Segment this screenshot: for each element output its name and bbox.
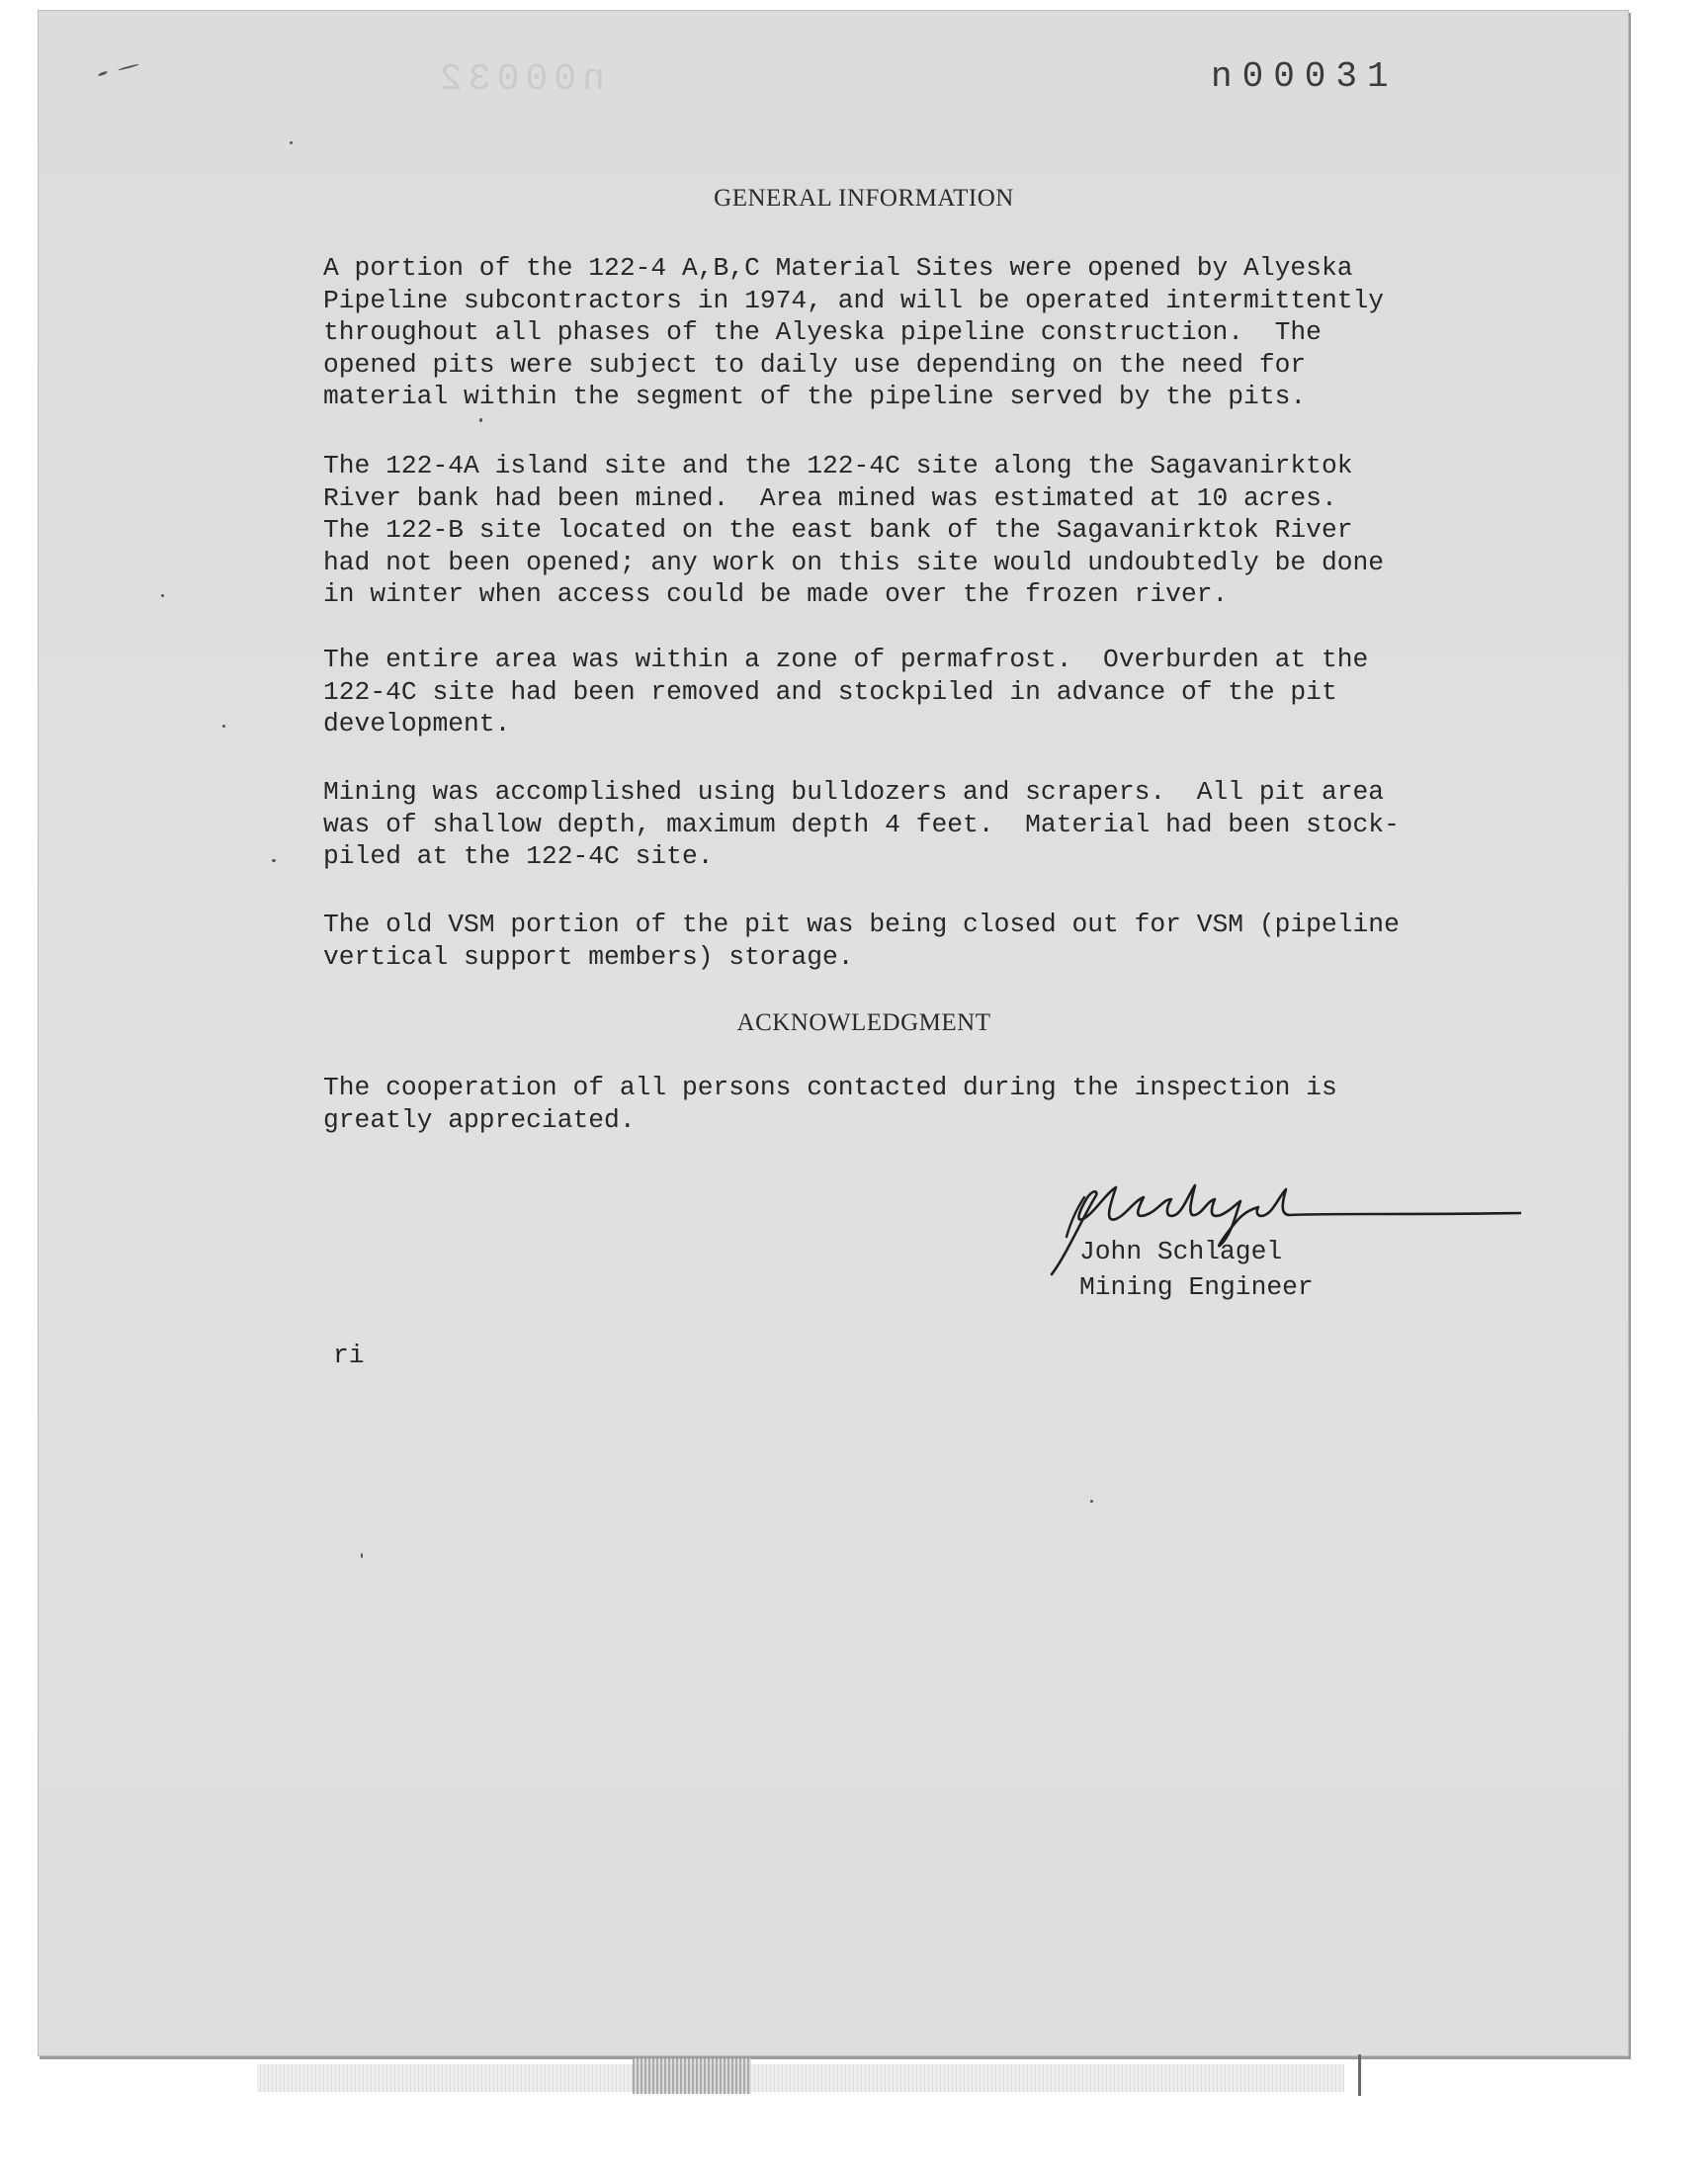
speck-mark bbox=[98, 70, 108, 76]
bleed-through-number: n00032 bbox=[434, 58, 605, 101]
signer-name: John Schlagel bbox=[1079, 1237, 1283, 1266]
document-page bbox=[38, 10, 1629, 2056]
heading-general-information: GENERAL INFORMATION bbox=[714, 185, 1014, 212]
scan-edge-bar bbox=[633, 2058, 751, 2094]
speck-mark bbox=[272, 859, 276, 862]
speck-mark bbox=[479, 418, 482, 422]
speck-mark bbox=[161, 594, 164, 597]
paragraph-3: The entire area was within a zone of permafrost. Overburden at the 122-4C site had been removed and stockpiled in advance of the pit development. bbox=[323, 645, 1369, 739]
paragraph-1: A portion of the 122-4 A,B,C Material Sites were opened by Alyeska Pipeline subcontractors in 1974, and will be operated intermittently throughout all phases of the Alyeska pipeline construction. The opened pits were subject to daily use depending on the need for material within the segment of the pipeline served by the pits. bbox=[323, 253, 1385, 411]
paragraph-5: The old VSM portion of the pit was being closed out for VSM (pipeline vertical support members) storage. bbox=[323, 910, 1400, 972]
scan-edge-strip bbox=[257, 2064, 1344, 2092]
paragraph-2: The 122-4A island site and the 122-4C site along the Sagavanirktok River bank had been mined. Area mined was estimated at 10 acres. The 122-B site located on the east bank of the Sagavanirktok River had not been opened; any work on this site would undoubtedly be done in winter when access could be made over the frozen river. bbox=[323, 451, 1385, 609]
speck-mark bbox=[1090, 1500, 1093, 1503]
signer-title: Mining Engineer bbox=[1079, 1272, 1314, 1302]
document-number: n00031 bbox=[1211, 56, 1399, 97]
typist-initials: ri bbox=[333, 1341, 365, 1370]
speck-mark bbox=[118, 63, 139, 71]
speck-mark bbox=[222, 725, 225, 728]
signature-block bbox=[1079, 1234, 1314, 1305]
speck-mark bbox=[361, 1553, 363, 1558]
speck-mark bbox=[290, 141, 293, 144]
paragraph-4: Mining was accomplished using bulldozers and scrapers. All pit area was of shallow depth, maximum depth 4 feet. Material had been stock- piled at the 122-4C site. bbox=[323, 777, 1400, 871]
scan-edge-line bbox=[1358, 2054, 1361, 2096]
acknowledgment-paragraph: The cooperation of all persons contacted during the inspection is greatly appreciated. bbox=[323, 1073, 1337, 1135]
heading-acknowledgment: ACKNOWLEDGMENT bbox=[736, 1009, 991, 1036]
